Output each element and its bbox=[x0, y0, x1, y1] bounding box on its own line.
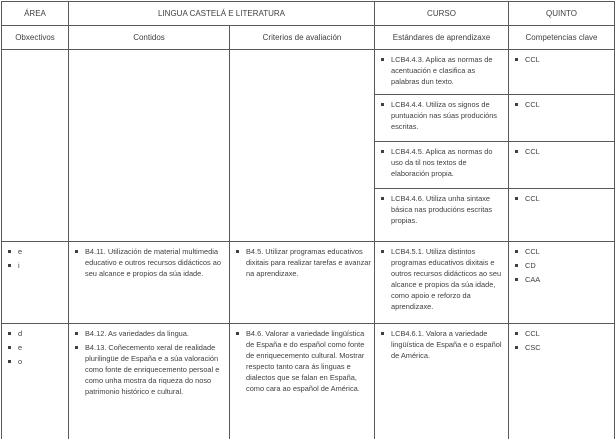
objectives-cell bbox=[2, 242, 69, 324]
standards-cell bbox=[375, 324, 509, 439]
list-item bbox=[74, 328, 226, 339]
standards-cell bbox=[375, 189, 509, 242]
objectives-cell-empty bbox=[2, 50, 69, 242]
header-competences-cell bbox=[509, 26, 615, 50]
standard-text: LCB4.4.3. Aplica as normas de acentuación e clasifica as palabras dun texto. bbox=[391, 55, 493, 86]
list-item bbox=[7, 260, 65, 271]
standards-cell bbox=[375, 50, 509, 95]
criteria-cell bbox=[230, 242, 375, 324]
standards-cell bbox=[375, 95, 509, 142]
header-objectives-label: Obxectivos bbox=[15, 33, 55, 42]
header-criteria-cell bbox=[230, 26, 375, 50]
competences-cell bbox=[509, 324, 615, 439]
list-item bbox=[235, 246, 371, 279]
list-item bbox=[7, 356, 65, 367]
table-row bbox=[2, 242, 615, 324]
list-item bbox=[74, 342, 226, 397]
list-item bbox=[380, 246, 505, 312]
competence-label: CCL bbox=[525, 329, 540, 338]
list-item bbox=[514, 328, 611, 339]
list-item bbox=[74, 246, 226, 279]
header-quinto-label: QUINTO bbox=[546, 9, 577, 18]
competences-cell bbox=[509, 142, 615, 189]
competence-label: CCL bbox=[525, 247, 540, 256]
standards-cell bbox=[375, 242, 509, 324]
standard-text: LCB4.4.6. Utiliza unha sintaxe básica nas producións escritas propias. bbox=[391, 194, 493, 225]
header-standards-cell bbox=[375, 26, 509, 50]
contents-cell bbox=[69, 242, 230, 324]
header-criteria-label: Criterios de avaliación bbox=[262, 33, 342, 42]
list-item bbox=[514, 260, 611, 271]
header-curso-label: CURSO bbox=[427, 9, 456, 18]
standard-text: LCB4.6.1. Valora a variedade lingüística de España e o español de América. bbox=[391, 329, 502, 360]
list-item bbox=[514, 54, 611, 65]
list-item bbox=[380, 146, 505, 179]
list-item bbox=[514, 99, 611, 110]
competence-label: CAA bbox=[525, 275, 541, 284]
header-area-label: ÁREA bbox=[24, 9, 46, 18]
competences-cell bbox=[509, 189, 615, 242]
criterion-text: B4.5. Utilizar programas educativos dixitais para realizar tarefas e avanzar na aprendizaxe. bbox=[246, 247, 371, 278]
criteria-cell-empty bbox=[230, 50, 375, 242]
list-item bbox=[7, 328, 65, 339]
table-row bbox=[2, 324, 615, 439]
header-area-cell bbox=[2, 2, 69, 26]
objective-letter: e bbox=[18, 343, 23, 352]
standard-text: LCB4.4.4. Utiliza os signos de puntuación nas súas producións escritas. bbox=[391, 100, 498, 131]
contents-cell bbox=[69, 324, 230, 439]
header-contents-label: Contidos bbox=[133, 33, 165, 42]
standard-text: LCB4.4.5. Aplica as normas do uso da til nos textos de elaboración propia. bbox=[391, 147, 493, 178]
list-item bbox=[380, 54, 505, 87]
objective-letter: d bbox=[18, 329, 23, 338]
curriculum-table bbox=[1, 1, 615, 439]
competences-cell bbox=[509, 242, 615, 324]
contents-cell-empty bbox=[69, 50, 230, 242]
competence-label: CD bbox=[525, 261, 536, 270]
standard-text: LCB4.5.1. Utiliza distintos programas educativos dixitais e outros recursos didácticos ao seu alcance e propios da súa idade, como apoio e reforzo da aprendizaxe. bbox=[391, 247, 502, 311]
list-item bbox=[514, 146, 611, 157]
list-item bbox=[7, 342, 65, 353]
objective-letter: o bbox=[18, 357, 23, 366]
header-row-2 bbox=[2, 26, 615, 50]
header-contents-cell bbox=[69, 26, 230, 50]
competence-label: CCL bbox=[525, 100, 540, 109]
list-item bbox=[380, 193, 505, 226]
header-curso-cell bbox=[375, 2, 509, 26]
list-item bbox=[514, 193, 611, 204]
competence-label: CCL bbox=[525, 55, 540, 64]
competences-cell bbox=[509, 50, 615, 95]
criterion-text: B4.6. Valorar a variedade lingüística de España e do español como fonte de enriquecemento cultural. Mostrar respecto tanto cara ás linguas e dialectos que se falan en España, como cara ao español de América. bbox=[246, 329, 365, 393]
list-item bbox=[380, 99, 505, 132]
header-subject-cell bbox=[69, 2, 375, 26]
content-text: B4.13. Coñecemento xeral de realidade plurilingüe de España e a súa valoración como fonte de enriquecemento persoal e como unha mostra da riqueza do noso patrimonio histórico e cultural. bbox=[85, 343, 220, 396]
competence-label: CCL bbox=[525, 147, 540, 156]
standards-cell bbox=[375, 142, 509, 189]
header-competences-label: Competencias clave bbox=[525, 33, 598, 42]
competence-label: CSC bbox=[525, 343, 541, 352]
objectives-cell bbox=[2, 324, 69, 439]
competences-cell bbox=[509, 95, 615, 142]
header-subject-label: LINGUA CASTELÁ E LITERATURA bbox=[158, 9, 285, 18]
table-row bbox=[2, 50, 615, 95]
list-item bbox=[235, 328, 371, 394]
objective-letter: i bbox=[18, 261, 20, 270]
list-item bbox=[514, 246, 611, 257]
header-row-1 bbox=[2, 2, 615, 26]
criteria-cell bbox=[230, 324, 375, 439]
list-item bbox=[7, 246, 65, 257]
header-standards-label: Estándares de aprendizaxe bbox=[392, 33, 491, 42]
header-objectives-cell bbox=[2, 26, 69, 50]
header-quinto-cell bbox=[509, 2, 615, 26]
competence-label: CCL bbox=[525, 194, 540, 203]
content-text: B4.11. Utilización de material multimedia educativo e outros recursos didácticos ao seu alcance e propios da súa idade. bbox=[85, 247, 221, 278]
list-item bbox=[380, 328, 505, 361]
objective-letter: e bbox=[18, 247, 23, 256]
list-item bbox=[514, 342, 611, 353]
list-item bbox=[514, 274, 611, 285]
content-text: B4.12. As variedades da lingua. bbox=[85, 329, 189, 338]
